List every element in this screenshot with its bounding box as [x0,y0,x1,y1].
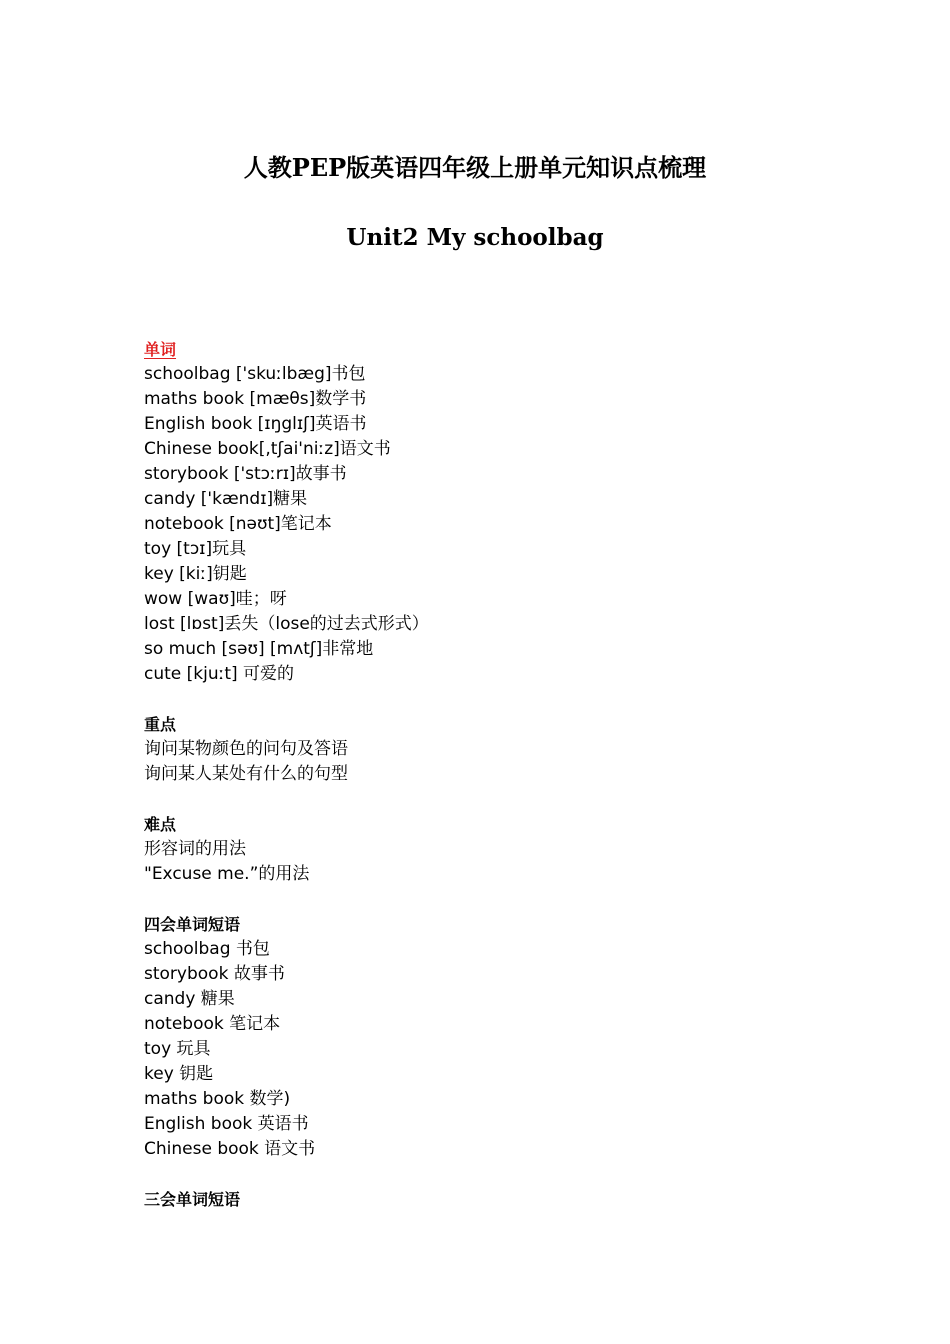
difficulties-heading: 难点 [144,815,177,834]
four-skill-word-item: candy 糖果 [144,989,235,1009]
three-skill-words-heading: 三会单词短语 [144,1190,241,1209]
vocab-item: storybook ['stɔːrɪ]故事书 [144,464,347,484]
difficulty-item: "Excuse me.”的用法 [144,864,310,884]
difficulty-item: 形容词的用法 [144,839,246,859]
vocab-item: so much [səʊ] [mʌtʃ]非常地 [144,639,374,659]
difficulties-list [144,837,844,887]
four-skill-word-item: key 钥匙 [144,1064,214,1084]
vocab-item: maths book [mæθs]数学书 [144,389,367,409]
spacer [144,787,844,812]
four-skill-words-list [144,937,844,1162]
vocab-item: notebook [nəʊt]笔记本 [144,514,332,534]
four-skill-word-item: notebook 笔记本 [144,1014,281,1034]
vocab-item: toy [tɔɪ]玩具 [144,539,247,559]
four-skill-word-item: Chinese book 语文书 [144,1139,316,1159]
four-skill-word-item: English book 英语书 [144,1114,309,1134]
vocab-item: Chinese book[,tʃai'niːz]语文书 [144,439,391,459]
key-point-item: 询问某物颜色的问句及答语 [144,739,348,759]
four-skill-word-item: schoolbag 书包 [144,939,270,959]
key-points-heading: 重点 [144,715,177,734]
vocab-item: wow [waʊ]哇；呀 [144,589,287,609]
four-skill-word-item: storybook 故事书 [144,964,285,984]
vocab-item: key [kiː]钥匙 [144,564,247,584]
key-point-item: 询问某人某处有什么的句型 [144,764,348,784]
vocab-item: candy ['kændɪ]糖果 [144,489,308,509]
vocab-heading: 单词 [144,340,177,359]
document-body [144,337,844,1212]
vocab-list [144,362,844,687]
four-skill-words-heading: 四会单词短语 [144,915,241,934]
key-points-list [144,737,844,787]
unit-title: Unit2 My schoolbag [346,224,604,251]
spacer [144,887,844,912]
document-title: 人教PEP版英语四年级上册单元知识点梳理 [243,153,707,182]
four-skill-word-item: maths book 数学) [144,1089,291,1109]
spacer [144,1162,844,1187]
vocab-item: lost [lɒst]丢失（lose的过去式形式） [144,614,429,634]
vocab-item: cute [kjuːt] 可爱的 [144,664,295,684]
vocab-item: English book [ɪŋglɪʃ]英语书 [144,414,367,434]
spacer [144,687,844,712]
four-skill-word-item: toy 玩具 [144,1039,211,1059]
vocab-item: schoolbag ['skuːlbæg]书包 [144,364,366,384]
